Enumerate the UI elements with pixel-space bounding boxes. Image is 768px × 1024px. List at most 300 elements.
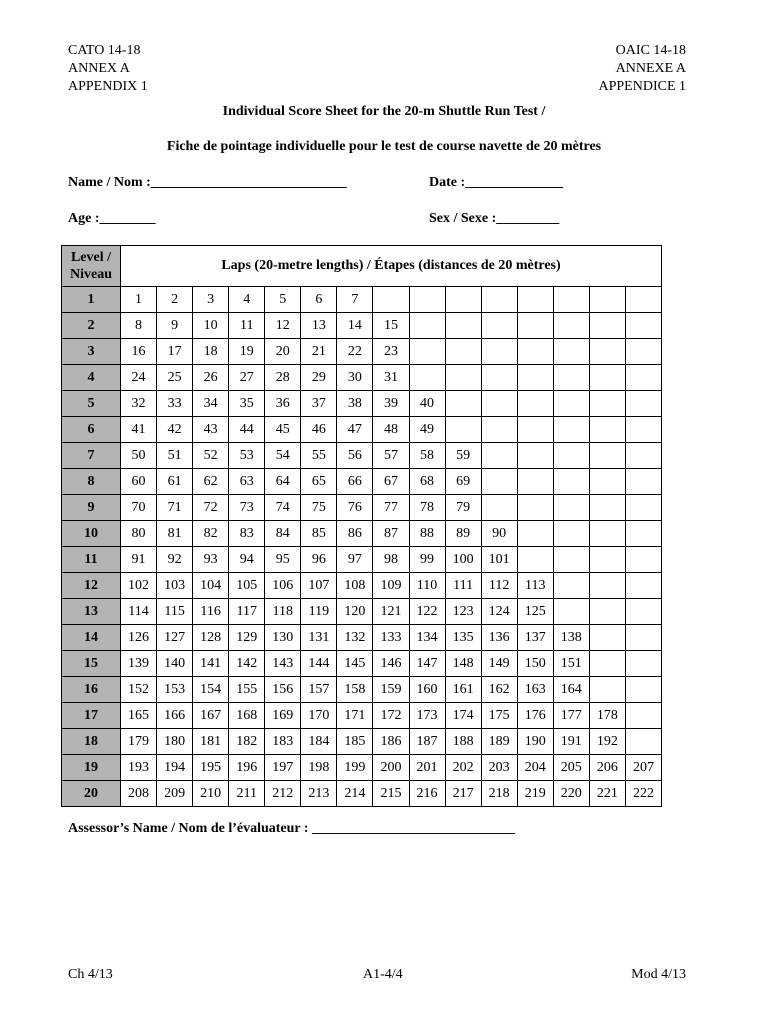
lap-cell: 179 [121,729,157,755]
lap-cell: 49 [409,417,445,443]
lap-cell: 95 [265,547,301,573]
date-field: Date :______________ [429,175,564,190]
level-cell: 2 [62,313,121,339]
lap-cell: 81 [157,521,193,547]
title-french: Fiche de pointage individuelle pour le test de course navette de 20 mètres [166,139,602,154]
level-cell: 19 [62,755,121,781]
lap-cell: 1 [121,287,157,313]
lap-cell: 196 [229,755,265,781]
age-field: Age :________ [68,211,156,226]
lap-cell: 82 [193,521,229,547]
lap-cell: 177 [553,703,589,729]
header-right-line-3: APPENDICE 1 [598,79,686,94]
empty-cell [553,469,589,495]
lap-cell: 37 [301,391,337,417]
lap-cell: 131 [301,625,337,651]
empty-cell [517,495,553,521]
empty-cell [409,339,445,365]
empty-cell [625,469,661,495]
lap-cell: 125 [517,599,553,625]
lap-cell: 68 [409,469,445,495]
level-cell: 11 [62,547,121,573]
lap-cell: 87 [373,521,409,547]
lap-cell: 8 [121,313,157,339]
lap-cell: 203 [481,755,517,781]
lap-cell: 14 [337,313,373,339]
lap-cell: 178 [589,703,625,729]
table-row [62,547,662,573]
lap-cell: 119 [301,599,337,625]
lap-cell: 134 [409,625,445,651]
lap-cell: 117 [229,599,265,625]
table-row [62,391,662,417]
table-row [62,521,662,547]
lap-cell: 198 [301,755,337,781]
lap-cell: 10 [193,313,229,339]
header-right [598,42,686,96]
lap-cell: 171 [337,703,373,729]
empty-cell [553,417,589,443]
lap-cell: 28 [265,365,301,391]
empty-cell [445,313,481,339]
lap-cell: 162 [481,677,517,703]
lap-cell: 74 [265,495,301,521]
empty-cell [625,625,661,651]
lap-cell: 77 [373,495,409,521]
lap-cell: 132 [337,625,373,651]
lap-cell: 150 [517,651,553,677]
lap-cell: 98 [373,547,409,573]
table-row [62,703,662,729]
table-row [62,495,662,521]
lap-cell: 57 [373,443,409,469]
lap-cell: 105 [229,573,265,599]
lap-cell: 184 [301,729,337,755]
lap-cell: 65 [301,469,337,495]
lap-cell: 200 [373,755,409,781]
lap-cell: 222 [625,781,661,807]
empty-cell [517,287,553,313]
header-left-line-3: APPENDIX 1 [68,79,148,94]
lap-cell: 60 [121,469,157,495]
lap-cell: 218 [481,781,517,807]
empty-cell [625,339,661,365]
lap-cell: 19 [229,339,265,365]
lap-cell: 168 [229,703,265,729]
lap-cell: 210 [193,781,229,807]
lap-cell: 161 [445,677,481,703]
lap-cell: 146 [373,651,409,677]
lap-cell: 189 [481,729,517,755]
lap-cell: 112 [481,573,517,599]
lap-cell: 142 [229,651,265,677]
lap-cell: 51 [157,443,193,469]
lap-cell: 185 [337,729,373,755]
lap-cell: 80 [121,521,157,547]
level-cell: 12 [62,573,121,599]
empty-cell [589,391,625,417]
lap-cell: 175 [481,703,517,729]
lap-cell: 48 [373,417,409,443]
lap-cell: 26 [193,365,229,391]
lap-cell: 153 [157,677,193,703]
lap-cell: 140 [157,651,193,677]
lap-cell: 220 [553,781,589,807]
empty-cell [481,287,517,313]
empty-cell [445,391,481,417]
level-header-line-2: Niveau [70,267,112,282]
lap-cell: 133 [373,625,409,651]
lap-cell: 53 [229,443,265,469]
lap-cell: 20 [265,339,301,365]
empty-cell [553,495,589,521]
lap-cell: 148 [445,651,481,677]
empty-cell [445,417,481,443]
empty-cell [553,287,589,313]
lap-cell: 33 [157,391,193,417]
level-cell: 3 [62,339,121,365]
lap-cell: 4 [229,287,265,313]
level-cell: 16 [62,677,121,703]
lap-cell: 127 [157,625,193,651]
lap-cell: 78 [409,495,445,521]
table-row [62,729,662,755]
empty-cell [553,365,589,391]
lap-cell: 122 [409,599,445,625]
empty-cell [589,573,625,599]
lap-cell: 128 [193,625,229,651]
score-table-body [62,287,662,807]
lap-cell: 90 [481,521,517,547]
lap-cell: 92 [157,547,193,573]
lap-cell: 18 [193,339,229,365]
level-cell: 9 [62,495,121,521]
lap-cell: 63 [229,469,265,495]
lap-cell: 103 [157,573,193,599]
level-cell: 13 [62,599,121,625]
empty-cell [409,365,445,391]
lap-cell: 143 [265,651,301,677]
lap-cell: 190 [517,729,553,755]
lap-cell: 76 [337,495,373,521]
empty-cell [625,391,661,417]
lap-cell: 67 [373,469,409,495]
lap-cell: 96 [301,547,337,573]
empty-cell [481,339,517,365]
lap-cell: 156 [265,677,301,703]
lap-cell: 54 [265,443,301,469]
lap-cell: 30 [337,365,373,391]
empty-cell [553,521,589,547]
level-cell: 10 [62,521,121,547]
header-left-line-1: CATO 14-18 [68,43,141,58]
lap-cell: 35 [229,391,265,417]
empty-cell [589,287,625,313]
lap-cell: 24 [121,365,157,391]
empty-cell [625,703,661,729]
empty-cell [409,287,445,313]
empty-cell [553,391,589,417]
assessor-field: Assessor’s Name / Nom de l’évaluateur : _____________________________ [68,821,516,836]
lap-cell: 135 [445,625,481,651]
level-cell: 7 [62,443,121,469]
empty-cell [517,469,553,495]
lap-cell: 88 [409,521,445,547]
lap-cell: 202 [445,755,481,781]
lap-cell: 147 [409,651,445,677]
empty-cell [589,417,625,443]
empty-cell [589,313,625,339]
empty-cell [481,365,517,391]
lap-cell: 174 [445,703,481,729]
lap-cell: 114 [121,599,157,625]
lap-cell: 163 [517,677,553,703]
empty-cell [625,313,661,339]
empty-cell [517,547,553,573]
lap-cell: 129 [229,625,265,651]
lap-cell: 27 [229,365,265,391]
header-right-line-2: ANNEXE A [615,61,686,76]
empty-cell [373,287,409,313]
lap-cell: 110 [409,573,445,599]
lap-cell: 9 [157,313,193,339]
lap-cell: 205 [553,755,589,781]
level-cell: 20 [62,781,121,807]
lap-cell: 109 [373,573,409,599]
lap-cell: 101 [481,547,517,573]
empty-cell [481,469,517,495]
lap-cell: 43 [193,417,229,443]
empty-cell [517,521,553,547]
footer-center: A1-4/4 [363,967,403,982]
table-row [62,469,662,495]
empty-cell [625,651,661,677]
empty-cell [589,547,625,573]
lap-cell: 42 [157,417,193,443]
lap-cell: 137 [517,625,553,651]
empty-cell [625,547,661,573]
sex-field: Sex / Sexe :_________ [429,211,560,226]
empty-cell [553,547,589,573]
lap-cell: 215 [373,781,409,807]
lap-cell: 25 [157,365,193,391]
lap-cell: 91 [121,547,157,573]
empty-cell [517,391,553,417]
level-cell: 6 [62,417,121,443]
lap-cell: 136 [481,625,517,651]
level-cell: 18 [62,729,121,755]
lap-cell: 36 [265,391,301,417]
lap-cell: 17 [157,339,193,365]
lap-cell: 102 [121,573,157,599]
empty-cell [589,443,625,469]
empty-cell [625,729,661,755]
empty-cell [625,287,661,313]
lap-cell: 11 [229,313,265,339]
lap-cell: 47 [337,417,373,443]
level-cell: 1 [62,287,121,313]
table-row [62,755,662,781]
lap-cell: 13 [301,313,337,339]
lap-cell: 93 [193,547,229,573]
empty-cell [625,521,661,547]
lap-cell: 158 [337,677,373,703]
lap-cell: 212 [265,781,301,807]
lap-cell: 29 [301,365,337,391]
lap-cell: 69 [445,469,481,495]
empty-cell [625,417,661,443]
lap-cell: 34 [193,391,229,417]
lap-cell: 160 [409,677,445,703]
level-cell: 4 [62,365,121,391]
lap-cell: 108 [337,573,373,599]
empty-cell [481,313,517,339]
empty-cell [553,339,589,365]
lap-cell: 31 [373,365,409,391]
level-cell: 5 [62,391,121,417]
level-cell: 8 [62,469,121,495]
table-row [62,677,662,703]
lap-cell: 61 [157,469,193,495]
lap-cell: 180 [157,729,193,755]
table-row [62,287,662,313]
lap-cell: 115 [157,599,193,625]
lap-cell: 89 [445,521,481,547]
lap-cell: 39 [373,391,409,417]
lap-cell: 130 [265,625,301,651]
lap-cell: 214 [337,781,373,807]
lap-cell: 38 [337,391,373,417]
footer-left: Ch 4/13 [68,967,113,982]
lap-cell: 201 [409,755,445,781]
lap-cell: 86 [337,521,373,547]
lap-cell: 169 [265,703,301,729]
table-row [62,443,662,469]
lap-cell: 15 [373,313,409,339]
lap-cell: 40 [409,391,445,417]
table-header-row [62,246,662,287]
lap-cell: 149 [481,651,517,677]
header-left-line-2: ANNEX A [68,61,130,76]
lap-cell: 113 [517,573,553,599]
empty-cell [481,443,517,469]
level-cell: 15 [62,651,121,677]
lap-cell: 52 [193,443,229,469]
lap-cell: 79 [445,495,481,521]
empty-cell [553,573,589,599]
lap-cell: 123 [445,599,481,625]
lap-cell: 120 [337,599,373,625]
lap-cell: 99 [409,547,445,573]
empty-cell [625,677,661,703]
lap-cell: 106 [265,573,301,599]
lap-cell: 195 [193,755,229,781]
lap-cell: 204 [517,755,553,781]
lap-cell: 172 [373,703,409,729]
empty-cell [517,443,553,469]
table-row [62,365,662,391]
lap-cell: 151 [553,651,589,677]
empty-cell [625,495,661,521]
table-row [62,417,662,443]
lap-cell: 84 [265,521,301,547]
lap-cell: 5 [265,287,301,313]
lap-cell: 199 [337,755,373,781]
lap-cell: 16 [121,339,157,365]
lap-cell: 187 [409,729,445,755]
title-english: Individual Score Sheet for the 20-m Shuttle Run Test / [222,104,546,119]
table-row [62,625,662,651]
lap-cell: 23 [373,339,409,365]
table-row [62,313,662,339]
lap-cell: 207 [625,755,661,781]
lap-cell: 170 [301,703,337,729]
empty-cell [481,391,517,417]
empty-cell [589,677,625,703]
lap-cell: 100 [445,547,481,573]
lap-cell: 183 [265,729,301,755]
empty-cell [445,339,481,365]
lap-cell: 46 [301,417,337,443]
lap-cell: 107 [301,573,337,599]
lap-cell: 144 [301,651,337,677]
lap-cell: 167 [193,703,229,729]
lap-cell: 139 [121,651,157,677]
lap-cell: 111 [445,573,481,599]
lap-cell: 71 [157,495,193,521]
empty-cell [589,521,625,547]
lap-cell: 152 [121,677,157,703]
empty-cell [589,365,625,391]
lap-cell: 75 [301,495,337,521]
lap-cell: 85 [301,521,337,547]
footer-right: Mod 4/13 [631,967,686,982]
lap-cell: 32 [121,391,157,417]
lap-cell: 55 [301,443,337,469]
lap-cell: 191 [553,729,589,755]
table-row [62,573,662,599]
lap-cell: 21 [301,339,337,365]
lap-cell: 219 [517,781,553,807]
empty-cell [517,339,553,365]
empty-cell [517,365,553,391]
lap-cell: 209 [157,781,193,807]
lap-cell: 6 [301,287,337,313]
empty-cell [445,287,481,313]
score-table [61,245,662,807]
lap-cell: 97 [337,547,373,573]
lap-cell: 208 [121,781,157,807]
lap-cell: 56 [337,443,373,469]
empty-cell [553,313,589,339]
lap-cell: 7 [337,287,373,313]
lap-cell: 73 [229,495,265,521]
laps-column-header: Laps (20-metre lengths) / Étapes (distances de 20 mètres) [121,246,662,287]
lap-cell: 124 [481,599,517,625]
lap-cell: 141 [193,651,229,677]
empty-cell [517,313,553,339]
lap-cell: 64 [265,469,301,495]
lap-cell: 44 [229,417,265,443]
lap-cell: 70 [121,495,157,521]
empty-cell [481,417,517,443]
lap-cell: 206 [589,755,625,781]
lap-cell: 182 [229,729,265,755]
lap-cell: 12 [265,313,301,339]
empty-cell [553,599,589,625]
table-row [62,651,662,677]
lap-cell: 121 [373,599,409,625]
